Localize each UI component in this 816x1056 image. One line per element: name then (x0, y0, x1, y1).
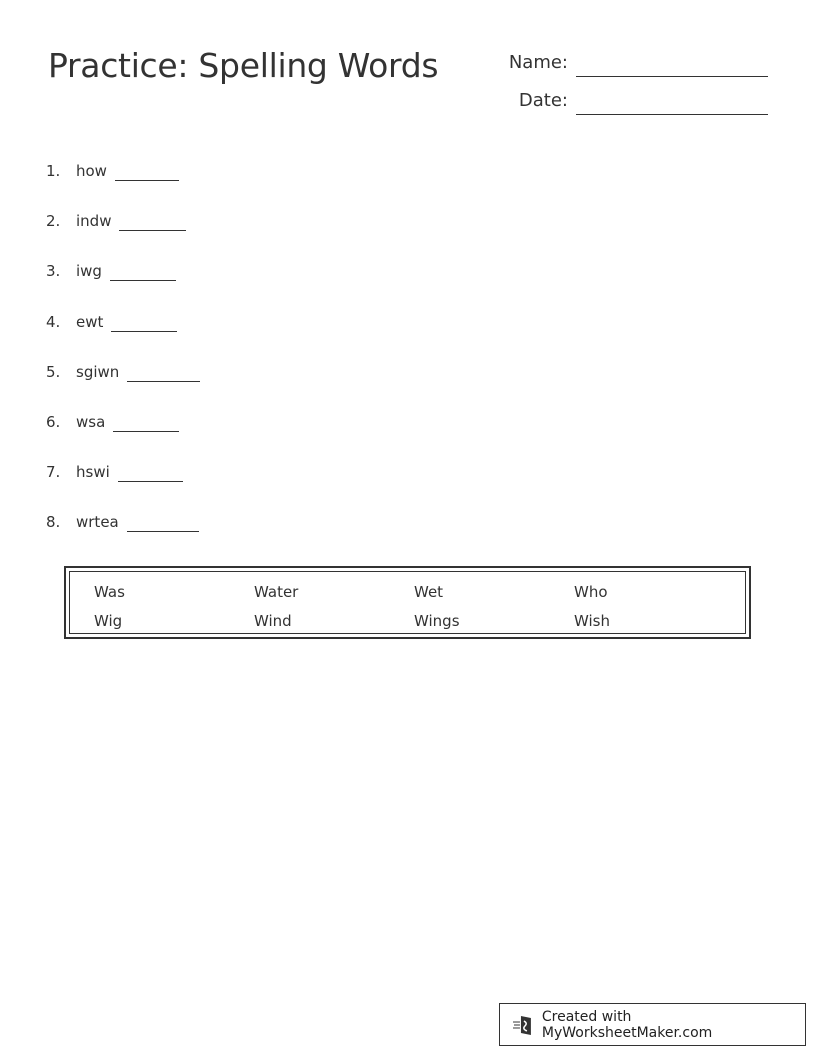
answer-blank[interactable] (115, 162, 179, 181)
word-bank-word: Wind (254, 612, 292, 630)
question-number: 3. (46, 262, 61, 281)
answer-blank[interactable] (127, 363, 200, 382)
page-title: Practice: Spelling Words (48, 46, 439, 85)
question-item (46, 413, 200, 463)
scrambled-word: indw (76, 212, 112, 231)
name-line[interactable] (576, 76, 768, 77)
question-number: 7. (46, 463, 61, 482)
question-item (46, 313, 200, 363)
word-bank-word: Wet (414, 583, 444, 601)
question-list (46, 162, 200, 564)
footer-badge[interactable] (499, 1003, 806, 1046)
scrambled-word: ewt (76, 312, 104, 331)
answer-blank[interactable] (113, 413, 179, 432)
question-number: 4. (46, 312, 61, 331)
word-bank-word: Water (254, 583, 299, 601)
word-bank-word: Was (94, 583, 125, 601)
answer-blank[interactable] (127, 513, 199, 532)
word-bank-word: Who (574, 583, 608, 601)
question-number: 5. (46, 362, 61, 381)
scrambled-word: how (76, 162, 107, 180)
date-line[interactable] (576, 114, 768, 115)
question-item (46, 363, 200, 413)
answer-blank[interactable] (119, 212, 186, 231)
question-item (46, 162, 200, 212)
question-item (46, 463, 200, 513)
question-item (46, 513, 200, 563)
question-number: 2. (46, 212, 61, 231)
answer-blank[interactable] (118, 463, 183, 482)
scrambled-word: hswi (76, 463, 110, 482)
question-item (46, 212, 200, 262)
date-label: Date: (518, 90, 568, 111)
word-bank-inner (69, 571, 746, 634)
question-number: 6. (46, 412, 61, 431)
myworksheetmaker-logo-icon (512, 1013, 536, 1037)
scrambled-word: wrtea (76, 513, 119, 532)
footer-text: Created with MyWorksheetMaker.com (541, 1008, 713, 1041)
scrambled-word: wsa (76, 412, 106, 431)
word-bank-word: Wings (414, 612, 460, 630)
name-label: Name: (508, 52, 568, 73)
question-number: 1. (46, 162, 61, 180)
answer-blank[interactable] (110, 262, 176, 281)
question-item (46, 262, 200, 312)
word-bank (64, 566, 751, 639)
scrambled-word: iwg (76, 262, 102, 281)
scrambled-word: sgiwn (76, 362, 120, 381)
word-bank-word: Wish (574, 612, 610, 630)
answer-blank[interactable] (111, 313, 177, 332)
question-number: 8. (46, 513, 61, 532)
word-bank-word: Wig (94, 612, 123, 630)
